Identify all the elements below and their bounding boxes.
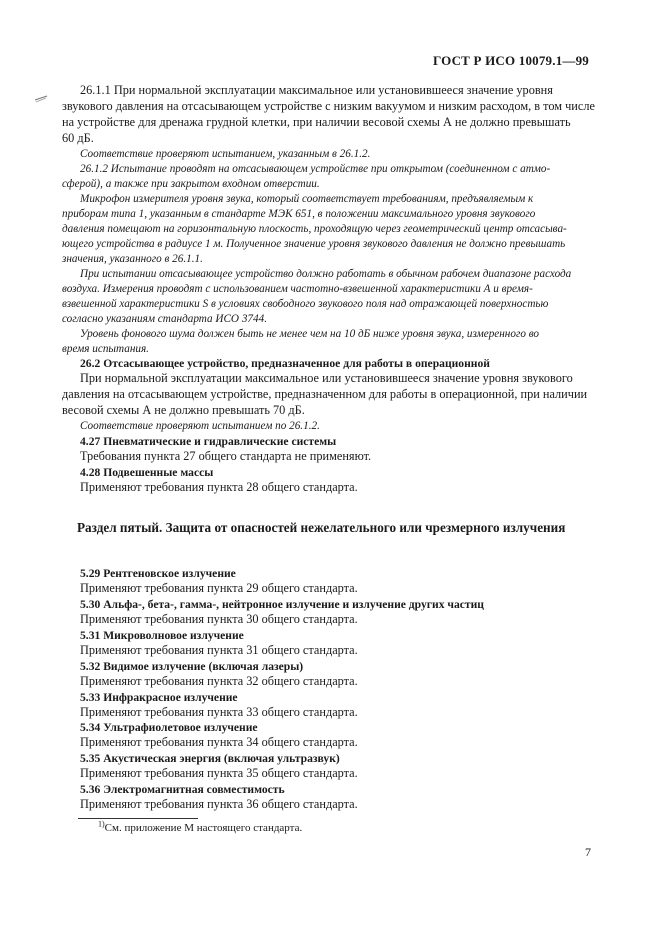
clause-heading: 4.27 Пневматические и гидравлические системы (80, 435, 337, 448)
text-line: Применяют требования пункта 36 общего стандарта. (80, 797, 358, 811)
text-line: ющего устройства в радиусе 1 м. Полученное значение уровня звукового давления не должно превышать (62, 238, 566, 250)
text-line: 60 дБ. (62, 131, 94, 145)
clause-heading: 4.28 Подвешенные массы (80, 466, 214, 479)
text-line: При испытании отсасывающее устройство должно работать в обычном рабочем диапазоне расхода (80, 268, 572, 280)
text-line: Применяют требования пункта 35 общего стандарта. (80, 766, 358, 780)
text-line: Микрофон измерителя уровня звука, который соответствует требованиям, предъявляемым к (80, 193, 534, 205)
text-line: согласно указаниям стандарта ИСО 3744. (62, 313, 267, 325)
footnote-text: См. приложение М настоящего стандарта. (104, 822, 303, 834)
clause-heading: 5.34 Ультрафиолетовое излучение (80, 721, 258, 734)
clause-heading: 5.29 Рентгеновское излучение (80, 567, 236, 580)
text-line: приборам типа 1, указанным в стандарте МЭК 651, в положении максимального уровня звукового (62, 208, 536, 220)
text-line: звукового давления на отсасывающем устройстве с низким вакуумом и низким расходом, в том числе (62, 99, 595, 113)
text-line: Применяют требования пункта 28 общего стандарта. (80, 480, 358, 494)
text-line: 26.1.1 При нормальной эксплуатации максимальное или установившееся значение уровня (80, 83, 553, 97)
text-line: на устройстве для дренажа грудной клетки, при наличии весовой схемы А не должно превышать (62, 115, 571, 129)
text-line: 26.1.2 Испытание проводят на отсасывающем устройстве при открытом (соединенном с атмо- (80, 163, 551, 175)
margin-checkmark (34, 94, 48, 104)
clause-heading: 5.30 Альфа-, бета-, гамма-, нейтронное излучение и излучение других частиц (80, 598, 484, 611)
text-line: значения, указанного в 26.1.1. (62, 253, 203, 265)
section-five-heading: Раздел пятый. Защита от опасностей нежелательного или чрезмерного излучения (77, 520, 566, 535)
clause-heading: 5.33 Инфракрасное излучение (80, 691, 238, 704)
text-line: Применяют требования пункта 33 общего стандарта. (80, 705, 358, 719)
clause-heading: 5.36 Электромагнитная совместимость (80, 783, 285, 796)
text-line: Применяют требования пункта 31 общего стандарта. (80, 643, 358, 657)
text-line: Соответствие проверяют испытанием, указанным в 26.1.2. (80, 148, 371, 160)
text-line: Применяют требования пункта 34 общего стандарта. (80, 735, 358, 749)
page-number: 7 (585, 845, 591, 859)
footnote-rule (78, 818, 198, 819)
text-line: весовой схемы А не должно превышать 70 дБ. (62, 403, 305, 417)
text-line: взвешенной характеристики S в условиях свободного звукового поля над отражающей поверхностью (62, 298, 549, 310)
text-line: давления на отсасывающем устройстве, предназначенном для работы в операционной, при наличии (62, 387, 588, 401)
standard-header: ГОСТ Р ИСО 10079.1—99 (432, 53, 589, 68)
text-line: время испытания. (62, 343, 149, 355)
clause-heading: 5.32 Видимое излучение (включая лазеры) (80, 660, 304, 673)
text-line: сферой), а также при закрытом входном отверстии. (62, 178, 320, 190)
footnote-mark: 1) (98, 819, 105, 829)
text-line: Применяют требования пункта 30 общего стандарта. (80, 612, 358, 626)
text-line: Требования пункта 27 общего стандарта не применяют. (80, 449, 372, 463)
text-line: При нормальной эксплуатации максимальное или установившееся значение уровня звукового (80, 371, 573, 385)
text-line: Применяют требования пункта 29 общего стандарта. (80, 581, 358, 595)
footnote (98, 819, 303, 834)
text-line: воздуха. Измерения проводят с использованием частотно-взвешенной характеристики А и время- (62, 283, 533, 295)
text-line: Уровень фонового шума должен быть не менее чем на 10 дБ ниже уровня звука, измеренного во (80, 328, 540, 340)
clause-heading: 26.2 Отсасывающее устройство, предназначенное для работы в операционной (80, 357, 490, 370)
text-line: Применяют требования пункта 32 общего стандарта. (80, 674, 358, 688)
clause-heading: 5.31 Микроволновое излучение (80, 629, 244, 642)
clause-heading: 5.35 Акустическая энергия (включая ультразвук) (80, 752, 340, 765)
text-line: Соответствие проверяют испытанием по 26.1.2. (80, 420, 320, 432)
text-line: давления помещают на горизонтальную плоскость, проходящую через геометрический центр отсасыва- (62, 223, 567, 235)
